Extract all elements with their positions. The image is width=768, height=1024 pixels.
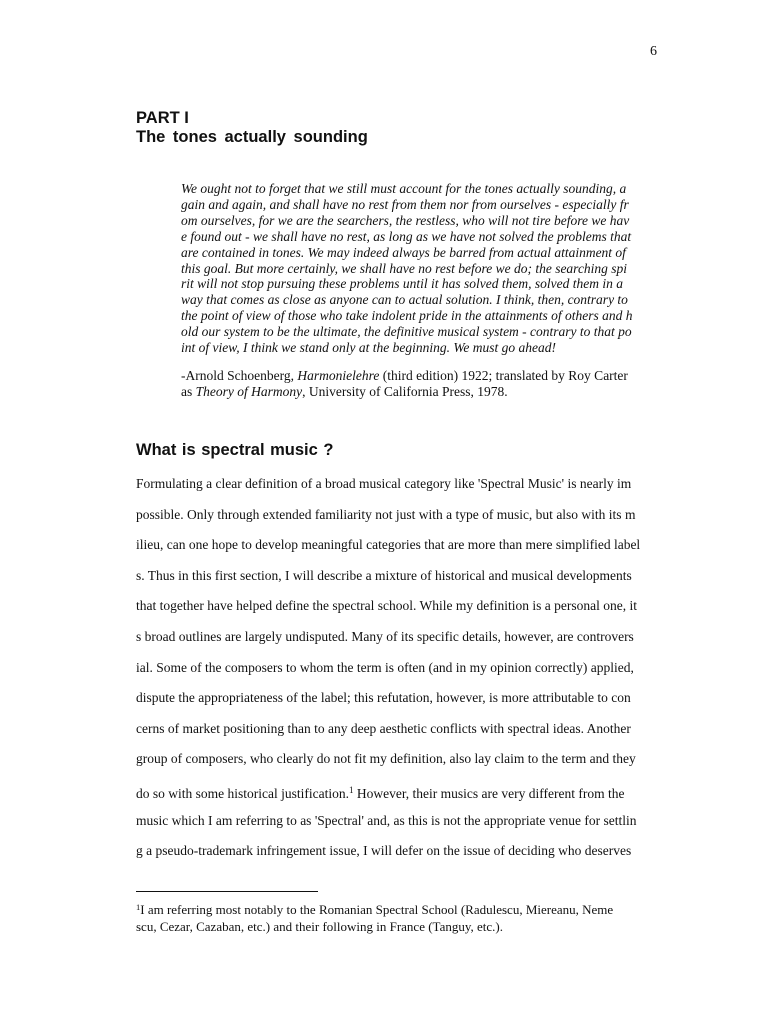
body-line: dispute the appropriateness of the label; this refutation, however, is more attributable to con [136, 690, 631, 706]
footnote-marker: 1 [136, 902, 141, 912]
epigraph-line: old our system to be the ultimate, the definitive musical system - contrary to that po [181, 324, 632, 340]
part-label: PART I [136, 109, 189, 127]
body-line: ial. Some of the composers to whom the term is often (and in my opinion correctly) applied, [136, 659, 634, 675]
epigraph-line: om ourselves, for we are the searchers, the restless, who will not tire before we hav [181, 212, 630, 228]
body-line: music which I am referring to as 'Spectral' and, as this is not the appropriate venue for settlin [136, 812, 637, 828]
footnote-line: scu, Cezar, Cazaban, etc.) and their following in France (Tanguy, etc.). [136, 918, 503, 934]
body-line: that together have helped define the spectral school. While my definition is a personal one, it [136, 598, 637, 614]
body-line [136, 780, 696, 811]
epigraph-line: way that comes as close as anyone can to actual solution. I think, then, contrary to [181, 292, 628, 308]
epigraph-quote [181, 181, 681, 356]
citation-translation-title: Theory of Harmony [195, 383, 303, 399]
footnote-text: I am referring most notably to the Romanian Spectral School (Radulescu, Miereanu, Neme [140, 902, 614, 917]
body-line: ilieu, can one hope to develop meaningful categories that are more than mere simplified label [136, 537, 641, 553]
part-title: The tones actually sounding [136, 128, 368, 146]
epigraph-line: rit will not stop pursuing these problems until it has solved them, solved them in a [181, 276, 623, 292]
citation-line-2 [181, 384, 691, 400]
page-number: 6 [650, 44, 657, 59]
epigraph-line: e found out - we shall have no rest, as long as we have not solved the problems that [181, 228, 632, 244]
footnote-line [136, 899, 696, 919]
body-line: Formulating a clear definition of a broad musical category like 'Spectral Music' is nearly im [136, 476, 632, 491]
section-heading: What is spectral music ? [136, 441, 334, 459]
epigraph-line: int of view, I think we stand only at the beginning. We must go ahead! [181, 340, 556, 356]
citation-line-1 [181, 368, 691, 384]
epigraph-citation [181, 368, 691, 400]
body-paragraph [136, 474, 696, 872]
body-line-text: However, their musics are very different from the [353, 785, 625, 801]
citation-publisher: , University of California Press, 1978. [302, 383, 508, 399]
body-line: s broad outlines are largely undisputed. Many of its specific details, however, are controvers [136, 628, 634, 644]
footnote-reference[interactable]: 1 [348, 784, 354, 795]
epigraph-line: We ought not to forget that we still must account for the tones actually sounding, a [181, 181, 627, 196]
epigraph-line: gain and again, and shall have no rest from them nor from ourselves - especially fr [181, 196, 629, 212]
body-line: possible. Only through extended familiarity not just with a type of music, but also with its m [136, 506, 636, 522]
footnote-divider [136, 891, 318, 892]
body-line-text: do so with some historical justification. [136, 785, 349, 801]
part-heading [136, 109, 368, 147]
body-line: cerns of market positioning than to any deep aesthetic conflicts with spectral ideas. Another [136, 720, 631, 736]
epigraph-line: the point of view of those who take indolent pride in the attainments of others and h [181, 308, 633, 324]
footnote [136, 899, 696, 935]
citation-as: as [181, 383, 196, 399]
citation-author: -Arnold Schoenberg, [181, 368, 298, 383]
body-line: group of composers, who clearly do not fit my definition, also lay claim to the term and they [136, 751, 636, 767]
body-line: s. Thus in this first section, I will describe a mixture of historical and musical developments [136, 567, 632, 583]
epigraph-line: are contained in tones. We may indeed always be barred from actual attainment of [181, 244, 626, 260]
epigraph-line: this goal. But more certainly, we shall have no rest before we do; the searching spi [181, 260, 628, 276]
citation-book-title: Harmonielehre [297, 368, 380, 383]
body-line: g a pseudo-trademark infringement issue, I will defer on the issue of deciding who deserves [136, 843, 632, 859]
citation-edition: (third edition) 1922; translated by Roy Carter [379, 368, 628, 383]
